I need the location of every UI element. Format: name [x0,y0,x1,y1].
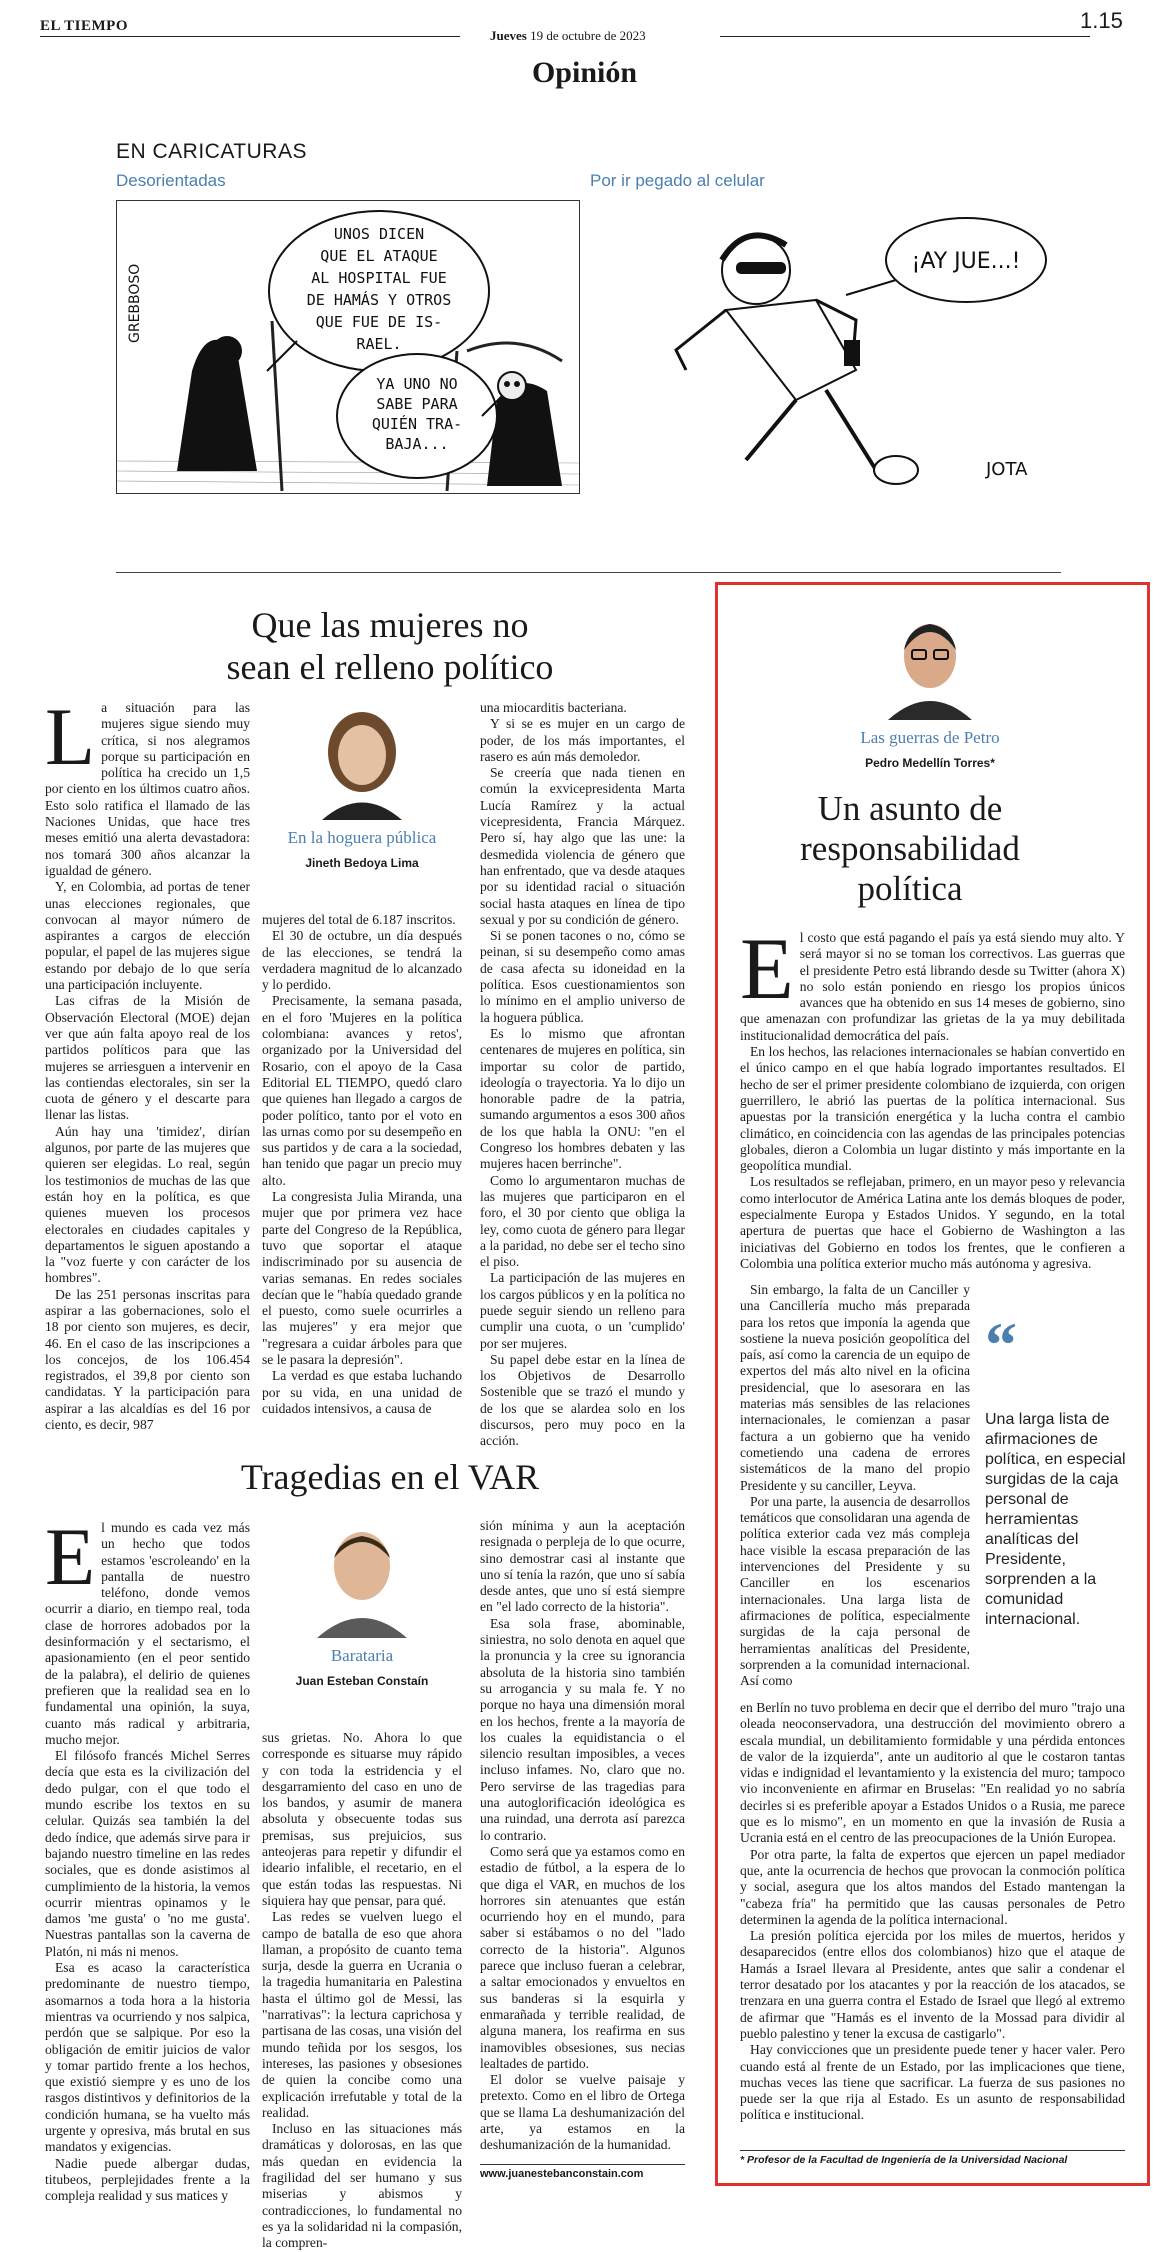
article3-column-name: Las guerras de Petro [860,728,1000,747]
page-number: 1.15 [1080,8,1123,33]
article2-paragraph: Esa es acaso la característica predominante de nuestro tiempo, asomarnos a toda hora a la historia mientras va ocurriendo y nos salpica, perdón que se salpique. Por eso la obligación de emitir juicios de valor y tomar partido frente a los hechos, que existió siempre y es uno de los rasgos distintivos y definitorios de la condición humana, se ha vuelto más urgente y opresiva, más brutal en sus mandatos y exigencias. [45,1960,250,2155]
article1-paragraph: Su papel debe estar en la línea de los Objetivos de Desarrollo Sostenible que se trazó el mundo y de los que se alardea solo en los discursos, pero muy poco en la acción. [480,1351,685,1449]
article2-paragraph: El dolor se vuelve paisaje y pretexto. Como en el libro de Ortega que se llama La deshumanización del arte, ya estamos en la deshumanización de la humanidad. [480,2072,685,2153]
cartoon-left-title: Desorientadas [116,171,226,190]
article1-paragraph: Si se ponen tacones o no, cómo se peinan, si su desempeño como amas de casa afecta su idoneidad en la política. Esos cuestionamientos son lo mínimo en el amplio universo de la hoguera pública. [480,928,685,1025]
author-photo-jineth [307,700,417,820]
article2-column1 [45,1511,250,2204]
header-rule-left [40,36,460,37]
cartoon-left-bubble1-line: QUE FUE DE IS- [315,313,443,331]
cartoon-right-drawing [596,200,1058,492]
article3-paragraph: Los resultados se reflejaban, primero, en un mayor peso y relevancia como interlocutor de América Latina ante los demás bloques de poder, especialmente Europa y Estados Unidos. Y segundo, en la total apertura de puertas que hace el Gobierno de Washington a las iniciativas del Gobierno en todos los frentes, que le confieren a Colombia una política exterior mucho más autónoma y agresiva. [740,1174,1125,1271]
article2-dropcap: E [45,1511,96,1602]
newspaper-brand: EL TIEMPO [40,18,128,34]
article2-website-rule [480,2164,685,2165]
article3-paragraph: en Berlín no tuvo problema en decir que el derribo del muro "trajo una oleada neoconservadora, una destrucción del movimiento obrero a escala mundial, un debilitamiento formidable y una pérdida entonces de valor de la izquierda", ante un auditorio al que le costaron tantas vidas e indignidad el levantamiento y la existencia del muro; tampoco vio inconveniente en afirmar en Bruselas: "En realidad yo no sabría decirles si es preferible apoyar a Estados Unidos o a Rusia, me parece que es lo mismo", en un momento en que la invasión de Rusia a Ucrania está en el centro de las preocupaciones de la Unión Europea. [740,1700,1125,1846]
cartoon-left-bubble1-line: RAEL. [356,335,402,353]
article2-website-link[interactable]: www.juanestebanconstain.com [480,2168,644,2180]
article1-paragraph: mujeres del total de 6.187 inscritos. [262,912,456,927]
article3-paragraph: En los hechos, las relaciones internacionales se habían convertido en el único campo en el que había logrado importantes resultados. El hecho de ser el primer presidente colombiano de izquierda, con origen guerrillero, le abrió las puertas de la política internacional. Sus apuestas por la transición energética y la lucha contra el cambio climático, en coincidencia con las agendas de las principales potencias globales, dieron a Colombia un lugar distinto y más importante en la geopolítica mundial. [740,1044,1125,1174]
article1-paragraph: Precisamente, la semana pasada, en el foro 'Mujeres en la política colombiana: avances y retos', organizado por la Universidad del Rosario, con el apoyo de la Casa Editorial EL TIEMPO, quedó claro que quienes han llegado a cargos de poder político, tanto por el voto en las urnas como por su desempeño en sus partidos y de cara a la sociedad, han tenido que pagar un precio muy alto. [262,993,462,1188]
article3-paragraph: Por una parte, la ausencia de desarrollos temáticos que consolidaran una agenda de política exterior cada vez más compleja hace visible la escasa preparación de las intervenciones del Presidente y su Canciller en los escenarios internacionales. Una larga lista de afirmaciones de política, especialmente surgidas de la caja personal de herramientas analíticas del Presidente, sorprenden a la comunidad internacional. Así como [740,1493,970,1689]
article1-paragraph: La verdad es que estaba luchando por su vida, en una unidad de cuidados intensivos, a causa de [262,1368,462,1416]
article2-author-name: Juan Esteban Constaín [295,1674,429,1688]
cartoon-left-signature: GREBBOSO [127,263,143,343]
article3-paragraph: Sin embargo, la falta de un Canciller y una Cancillería mucho más preparada para los retos que imponía la agenda que sostiene la nueva posición geopolítica del país, así como la carencia de un equipo de expertos del más alto nivel en la oficina presidencial, que lo asesorara en las materias más sensibles de las relaciones internacionales, le comienzan a pasar factura a un gobierno que ha venido cometiendo una cadena de errores sistemáticos de la mano del propio Presidente y su canciller, Leyva. [740,1282,970,1493]
cartoon-right [596,200,1058,492]
article1-paragraph: Como lo argumentaron muchas de las mujeres que participaron en el foro, el 30 por ciento que obliga la ley, como cuota de género para llegar a la paridad, no debe ser el techo sino el piso. [480,1172,685,1270]
article2-paragraph: sión mínima y aun la aceptación resignada o perpleja de lo que ocurre, sino demostrar casi al instante que uno sí tenía la razón, que uno sí sabía desde antes, que uno sí está siempre en "el lado correcto de la historia". [480,1518,685,1615]
article1-column-name: En la hoguera pública [287,828,437,847]
article1-paragraph: a situación para las mujeres sigue siendo muy crítica, si nos alegramos porque su participación en política ha crecido un 1,5 por ciento en los últimos cuatro años. Esto solo ratifica el llamado de las Naciones Unidas, que hace tres meses emitió una alerta devastadora: nos tomará 300 años alcanzar la igualdad de género. [45,700,250,878]
issue-full-date: 19 de octubre de 2023 [530,28,646,43]
article1-column2 [262,912,462,1432]
cartoon-left-bubble2-line: QUIÉN TRA- [371,415,463,433]
article2-author-block [262,1518,462,1688]
cartoon-left-bubble2-line: YA UNO NO [376,375,458,393]
article3-footnote-rule [740,2150,1125,2151]
article2-column-name: Barataria [330,1646,394,1665]
article1-author-block [262,700,462,870]
article2-column2 [262,1730,462,2251]
article1-paragraph: Las cifras de la Misión de Observación Electoral (MOE) dejan ver que aún falta apoyo real de los partidos políticos para que las mujeres se arriesguen a intervenir en las contiendas electorales, sin ser la cuota de género y el descarte para llenar las listas. [45,993,250,1123]
article3-dropcap: E [740,921,794,1018]
article3-paragraph: Por otra parte, la falta de expertos que ejercen un papel mediador que, ante la ocurrencia de hechos que provocan la conmoción política y social, asegura que los altos mandos del Estado mantengan la "cabeza fría" ha permitido que las causas personales de Petro determinen la agenda de la política internacional. [740,1846,1125,1927]
cartoon-left [116,200,580,494]
header-rule-right [720,36,1090,37]
article2-headline: Tragedias en el VAR [240,1457,540,1497]
article3-headline [735,789,1085,909]
article1-paragraph: Y si se es mujer en un cargo de poder, de los más importantes, el rasero es aún más demoledor. [480,716,685,764]
article1-paragraph: Y, en Colombia, ad portas de tener unas elecciones regionales, que convocan al mayor número de aspirantes a cargos de elección popular, el papel de las mujeres sigue estando por debajo de lo que sería una participación incluyente. [45,879,250,993]
article3-paragraph: Hay convicciones que un presidente puede tener y hacer valer. Pero cuando está al frente de un Estado, por las implicaciones que tiene, muchas veces las tiene que sacrificar. La fuerza de sus pasiones no puede ser la que rija al Estado. Es un asunto de responsabilidad política e institucional. [740,2042,1125,2123]
article2-paragraph: Esa sola frase, abominable, siniestra, no solo denota en aquel que la pronuncia y la cree su ignorancia absoluta de la historia sino también su arrogancia y su mala fe. Y no porque no haya una dimensión moral en los hechos, frente a la mayoría de los cuales la equidistancia o el silencio resultan imposibles, a veces incluso infames. No, claro que no. Pero servirse de las tragedias para una autoglorificación ideológica es una ruindad, una derrota así parezca lo contrario. [480,1615,685,1843]
author-photo-pedro [880,610,980,720]
article3-intro-text [740,921,1125,1278]
cartoon-left-bubble1-line: AL HOSPITAL FUE [311,269,447,287]
quote-icon: “ [985,1309,1017,1380]
article2-paragraph: Nadie puede albergar dudas, titubeos, perplejidades frente a la compleja realidad y sus matices y [45,2155,250,2204]
cartoon-left-bubble1-line: DE HAMÁS Y OTROS [306,291,452,309]
issue-day: Jueves [490,28,527,43]
article1-paragraph: El 30 de octubre, un día después de las elecciones, se tendrá la verdadera magnitud de lo alcanzado y lo perdido. [262,928,462,993]
article1-column3 [480,700,685,1449]
article3-narrow-text [740,1282,970,1697]
article2-paragraph: sus grietas. No. Ahora lo que corresponde es situarse muy rápido y con toda la estridencia y el desgarramiento del caso en uno de los bandos, y asumir de manera absoluta y obsecuente todas sus premisas, sus prejuicios, sus anteojeras para repetir y difundir el ideario infalible, el recetario, en el que están todas las respuestas. Ni siquiera hay que pensar, para qué. [262,1730,462,1908]
article1-paragraph: La participación de las mujeres en los cargos públicos y en la política no puede seguir siendo un relleno para cumplir una cuota, o un 'cumplido' por ser mujeres. [480,1270,685,1351]
article3-headline-line: política [857,869,963,908]
cartoon-left-bubble1-line: QUE EL ATAQUE [320,247,438,265]
article1-author-name: Jineth Bedoya Lima [305,856,419,870]
cartoon-left-bubble2-line: BAJA... [385,435,449,453]
article1-headline-line: Que las mujeres no [251,605,529,645]
article1-paragraph: una miocarditis bacteriana. [480,700,627,715]
article2-paragraph: El filósofo francés Michel Serres decía que esta es la civilización del dedo pulgar, con el que todo el mundo escribe los textos en su celular. Quizás sea también la del dedo índice, que además sirve para ir bajando nuestro timeline en las redes sociales, que es donde asistimos al cumplimiento de la historia, la vemos ocurrir mientras opinamos y le damos 'me gusta' o 'no me gusta'. Nuestras pantallas son la caverna de Platón, ni más ni menos. [45,1748,250,1959]
article1-column1 [45,691,250,1433]
article3-paragraph: La presión política ejercida por los miles de muertos, heridos y desaparecidos (entre ellos dos colombianos) hizo que el ataque de Hamás a Israel llevara al Presidente, antes que salir a condenar el terror desatado por los atacantes y por la reacción de los atacados, se trenzara en una guerra contra el Estado de Israel que llegó al extremo de afirmar que "Hamás es el invento de la Mossad para dividir al pueblo palestino y tener la excusa de castigarlo". [740,1928,1125,2041]
article3-headline-line: responsabilidad [800,829,1020,868]
article3-author-name: Pedro Medellín Torres* [865,756,995,770]
article1-headline [140,604,640,688]
article2-paragraph: Las redes se vuelven luego el campo de batalla de eso que ahora llaman, a propósito de cuanto tema surja, desde la guerra en Ucrania o la tragedia humanitaria en Palestina hasta el último gol de Messi, las "narrativas": la lectura caprichosa y partisana de las cosas, una visión del mundo teñida por los sesgos, los intereses, las pasiones y obsesiones de quien la concibe como una explicación irrefutable y total de la realidad. [262,1909,462,2120]
article1-paragraph: Se creería que nada tienen en común la exvicepresidenta Marta Lucía Ramírez y la actual vicepresidenta, Francia Márquez. Pero sí, hay algo que las une: la desmedida violencia de género que han enfrentado, que va desde ataques por su identidad racial o situación social hasta ataques en línea de tipo sexual y por su condición de género. [480,765,685,927]
article1-headline-line: sean el relleno político [226,647,554,687]
author-photo-juan-esteban [307,1518,417,1638]
article2-paragraph: Incluso en las situaciones más dramáticas y dolorosas, en las que más quedan en evidencia la fragilidad del ser humano y sus miserias y abismos y contradicciones, lo fundamental no es ya la solidaridad ni la compasión, la compren- [262,2121,462,2251]
article1-paragraph: Aún hay una 'timidez', dirían algunos, por parte de las mujeres que quieren ser elegidas. Lo real, según los testimonios de muchas de las que están hoy en la política, es que quienes mueven los procesos electorales en ciudades capitales y departamentos le siguen apostando a la "voz fuerte y con carácter de los hombres". [45,1123,250,1286]
article3-footnote: * Profesor de la Facultad de Ingeniería de la Universidad Nacional [740,2154,1068,2166]
article3-outro-text [740,1700,1125,2145]
article1-paragraph: De las 251 personas inscritas para aspirar a las gobernaciones, solo el 18 por ciento son mujeres, es decir, 46. En el caso de las inscripciones a los concejos, de los 106.454 registrados, el 39,8 por ciento son candidatas. Y la participación para aspirar a las alcaldías es del 16 por ciento, es decir, 987 [45,1286,250,1433]
article3-author-block [825,610,1035,770]
cartoons-kicker: EN CARICATURAS [116,140,307,163]
article3-paragraph: l costo que está pagando el país ya está siendo muy alto. Y será mayor si no se toman los correctivos. Las guerras que el presidente Petro está librando desde su Twitter (ahora X) no solo están poniendo en riesgo los propios únicos avances que ha obtenido en sus 14 meses de gobierno, sino que amenazan con profundizar las grietas de la ya muy debilitada institucionalidad democrática del país. [740,930,1125,1043]
article2-paragraph: l mundo es cada vez más un hecho que todos estamos 'escroleando' en la pantalla de nuestro teléfono, donde vemos ocurrir a diario, en tiempo real, toda clase de horrores adobados por la desinformación y el sectarismo, el apasionamiento (en el peor sentido de la palabra), el delirio de quienes prefieren que la realidad sea en lo fundamental una opinión, la suya, cuanto más radical y arbitraria, mucho mejor. [45,1520,250,1747]
cartoon-left-bubble2-line: SABE PARA [376,395,458,413]
article1-paragraph: Es lo mismo que afrontan centenares de mujeres en política, sin importar su color de partido, ideología o trayectoria. Ya lo dijo un honorable padre de la patria, sumando argumentos a esos 300 años de los que habla la ONU: "en el Congreso los hombres debaten y las mujeres hacen berrinche". [480,1025,685,1172]
article1-dropcap: L [45,691,96,782]
cartoon-right-bubble: ¡AY JUE...! [911,249,1021,274]
section-title: Opinión [531,56,638,89]
pull-quote: Una larga lista de afirmaciones de política, en especial surgidas de la caja personal de herramientas analíticas del Presidente, sorprenden a la comunidad internacional. [985,1411,1126,1628]
cartoon-right-title: Por ir pegado al celular [590,171,765,190]
cartoon-left-drawing [117,201,579,493]
cartoon-right-signature: JOTA [986,459,1028,480]
cartoons-separator [116,572,1061,573]
article2-paragraph: Como será que ya estamos como en estadio de fútbol, a la espera de lo que diga el VAR, en muchos de los horrores sin atenuantes que están ocurriendo hoy en el mundo, para saber si estábamos o no del "lado correcto de la historia". Algunos parece que incluso fueran a celebrar, a saltar emocionados y envueltos en sus banderas si la esquirla y enmarañada y terrible realidad, de alguna manera, los reafirma en sus inamovibles obsesiones, sus necias lealtades de partido. [480,1843,685,2071]
issue-date [490,28,646,44]
cartoon-left-bubble1-line: UNOS DICEN [333,225,425,243]
article2-column3 [480,1518,685,2160]
article3-headline-line: Un asunto de [817,789,1003,828]
article1-paragraph: La congresista Julia Miranda, una mujer que por primera vez hace parte del Congreso de la República, tuvo que soportar el ataque indiscriminado por su ausencia de varias semanas. En redes sociales decían que le "había quedado grande el puesto, como suele ocurrirles a las mujeres" y era mejor que "regresara a cuidar árboles para que se le pasara la depresión". [262,1189,462,1368]
